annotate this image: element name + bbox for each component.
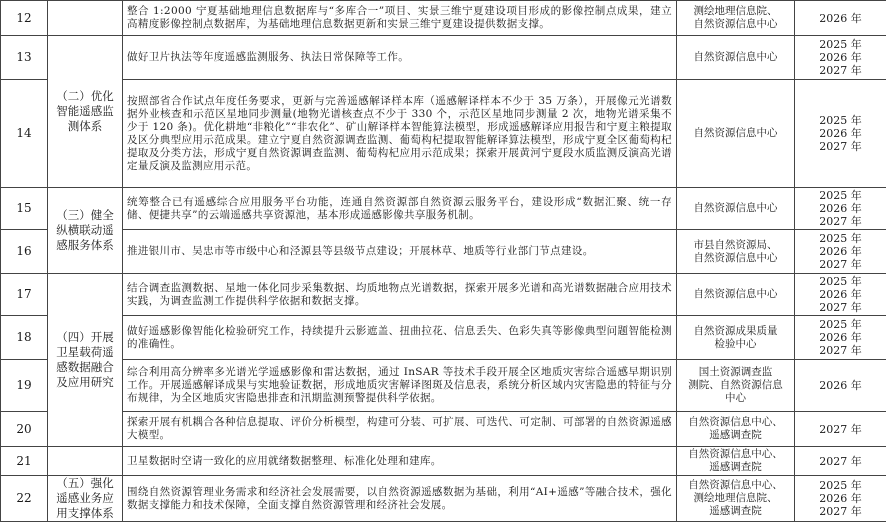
category-line: 感服务体系 [56,238,114,252]
year-line: 2027 年 [819,258,862,271]
unit-line: 自然资源信息中心 [693,127,778,139]
year-line: 2027 年 [819,505,862,518]
table-row [1,36,886,80]
table-row [1,1,886,36]
responsible-unit [677,316,795,360]
year-line: 2027 年 [819,301,862,314]
row-number: 13 [1,36,48,80]
year-line: 2025 年 [819,232,862,245]
category-cell [48,1,123,36]
category-line: 纵横联动遥 [56,223,114,237]
unit-line: 自然资源信息中心 [693,18,778,30]
completion-year [795,80,886,188]
category-line: （二）优化 [56,89,114,103]
category-line: 用支撑体系 [56,506,114,520]
unit-line: 市县自然资源局、 [693,238,778,251]
responsible-unit [677,188,795,230]
row-number: 17 [1,274,48,316]
category-line: （三）健全 [56,208,114,222]
year-line: 2025 年 [819,275,862,288]
category-line: 测体系 [67,119,103,133]
table-row [1,274,886,316]
completion-year [795,316,886,360]
row-number: 22 [1,476,48,522]
table-row [1,188,886,230]
unit-line: 国土资源调查监 [698,366,773,378]
category-cell [48,188,123,274]
category-line: 及应用研究 [56,375,114,389]
row-number: 21 [1,447,48,476]
year-line: 2026 年 [819,51,862,64]
category-line: 智能遥感监 [56,104,114,118]
unit-line: 中心 [725,392,746,404]
completion-year [795,36,886,80]
table-row [1,476,886,522]
row-number: 16 [1,230,48,274]
year-line: 2026 年 [819,127,862,140]
responsible-unit [677,230,795,274]
task-description: 统筹整合已有遥感综合应用服务平台功能，连通自然资源部自然资源云服务平台，建设形成“数据汇聚、统一存储、便捷共享”的云端遥感共享资源池，基本形成遥感影像共享服务机制。 [123,188,677,230]
unit-line: 检验中心 [714,337,757,350]
row-number: 12 [1,1,48,36]
year-line: 2027 年 [819,140,862,153]
category-line: （五）强化 [56,476,114,490]
task-description: 卫星数据时空请一致化的应用就绪数据整理、标准化处理和建库。 [123,447,677,476]
completion-year [795,476,886,522]
year-line: 2026 年 [819,245,862,258]
responsible-unit [677,447,795,476]
task-description: 探索开展有机耦合各种信息提取、评价分析模型，构建可分装、可扩展、可迭代、可定制、可部署的自然资源遥感大模型。 [123,412,677,447]
unit-line: 自然资源信息中心 [693,51,778,63]
row-number: 19 [1,360,48,412]
row-number: 18 [1,316,48,360]
task-description: 结合调查监测数据、星地一体化同步采集数据、均质地物点光谱数据，探索开展多光谱和高光谱数据融合应用技术实践，为调查监测工作提供科学依据和数据支撑。 [123,274,677,316]
unit-line: 自然资源信息中心 [693,251,778,264]
completion-year [795,230,886,274]
task-description: 围绕自然资源管理业务需求和经济社会发展需要，以自然资源遥感数据为基础，利用“AI+遥感”等融合技术，强化数据支撑能力和技术保障，全面支撑自然资源管理和经济社会发展。 [123,476,677,522]
row-number: 20 [1,412,48,447]
completion-year [795,447,886,476]
unit-line: 自然资源信息中心、 [688,448,783,460]
table-row [1,316,886,360]
year-line: 2025 年 [819,189,862,202]
year-line: 2027 年 [819,64,862,77]
category-line: （四）开展 [56,330,114,344]
unit-line: 遥感调查院 [709,429,762,441]
year-line: 2026 年 [819,492,862,505]
row-number: 14 [1,80,48,188]
table-row [1,360,886,412]
year-line: 2027 年 [819,215,862,228]
responsible-unit [677,476,795,522]
task-description: 按照部省合作试点年度任务要求，更新与完善遥感解译样本库（遥感解译样本不少于 35 万条），开展像元光谱数据外业核查和示范区星地同步测量(地物光谱核查点不少于 330 个，示范区星地同步测量 2 次，地物光谱采集不少于 120 条)。优化耕地“非粮化”“非农化”、矿山解译样本智能算法模型，形成遥感解译应用报告和宁夏主粮提取及区分典型应用示范成果。建立宁夏自然资源调查监测、葡萄构杞提取智能解译算法模型，形成宁夏全区葡萄构杞提取及分类方法，形成宁夏自然资源调查监测、葡萄构杞应用示范成果；探索开展黄河宁夏段水质监测反演高光谱定量反演及监测应用示范。 [123,80,677,188]
responsible-unit [677,80,795,188]
unit-line: 自然资源信息中心、 [688,479,783,491]
category-line: 感数据融合 [56,360,114,374]
year-line: 2025 年 [819,318,862,331]
year-line: 2026 年 [819,331,862,344]
category-cell [48,36,123,188]
table-row [1,80,886,188]
task-description: 整合 1:2000 宁夏基础地理信息数据库与“多库合一”项目、实景三维宁夏建设项目形成的影像控制点成果，建立高精度影像控制点数据库，为基础地理信息数据更新和实景三维宁夏建设提供数据支撑。 [123,1,677,36]
category-cell [48,447,123,476]
category-cell [48,274,123,447]
table-row [1,230,886,274]
unit-line: 自然资源信息中心、 [688,416,783,428]
unit-line: 测绘地理信息院、 [693,5,778,17]
task-description: 综合利用高分辨率多光谱光学遥感影像和雷达数据，通过 InSAR 等技术手段开展全区地质灾害综合遥感早期识别工作。开展遥感解译成果与实地验证数据，形成地质灾害解译图斑及信息表，系统分析区域内灾害隐患的特征与分布规律，为全区地质灾害隐患排查和汛期监测预警提供科学依据。 [123,360,677,412]
task-description: 做好遥感影像智能化检验研究工作，持续提升云影遮盖、扭曲拉花、信息丢失、色彩失真等影像典型问题智能检测的准确性。 [123,316,677,360]
category-line: 卫星载荷遥 [56,345,114,359]
unit-line: 测绘地理信息院、 [693,492,778,504]
year-line: 2025 年 [819,38,862,51]
responsible-unit [677,36,795,80]
task-description: 做好卫片执法等年度遥感监测服务、执法日常保障等工作。 [123,36,677,80]
year-line: 2026 年 [819,202,862,215]
responsible-unit [677,274,795,316]
unit-line: 自然资源成果质量 [693,324,778,337]
responsible-unit [677,412,795,447]
responsible-unit [677,1,795,36]
completion-year [795,412,886,447]
year-line: 2026 年 [819,288,862,301]
table-row [1,412,886,447]
responsible-unit [677,360,795,412]
unit-line: 自然资源信息中心 [693,288,778,300]
unit-line: 遥感调查院 [709,505,762,517]
category-cell [48,476,123,522]
completion-year [795,1,886,36]
category-line: 遥感业务应 [56,491,114,505]
year-line: 2027 年 [819,454,862,468]
year-line: 2026 年 [819,11,862,25]
unit-line: 测院、自然资源信息 [688,379,783,391]
row-number: 15 [1,188,48,230]
completion-year [795,274,886,316]
completion-year [795,360,886,412]
year-line: 2027 年 [819,422,862,436]
unit-line: 自然资源信息中心 [693,202,778,214]
year-line: 2027 年 [819,344,862,357]
table-row [1,447,886,476]
unit-line: 遥感调查院 [709,461,762,473]
year-line: 2025 年 [819,114,862,127]
completion-year [795,188,886,230]
year-line: 2025 年 [819,479,862,492]
year-line: 2026 年 [819,379,862,392]
task-description: 推进银川市、吴忠市等市级中心和泾源县等县级节点建设；开展林草、地质等行业部门节点建设。 [123,230,677,274]
